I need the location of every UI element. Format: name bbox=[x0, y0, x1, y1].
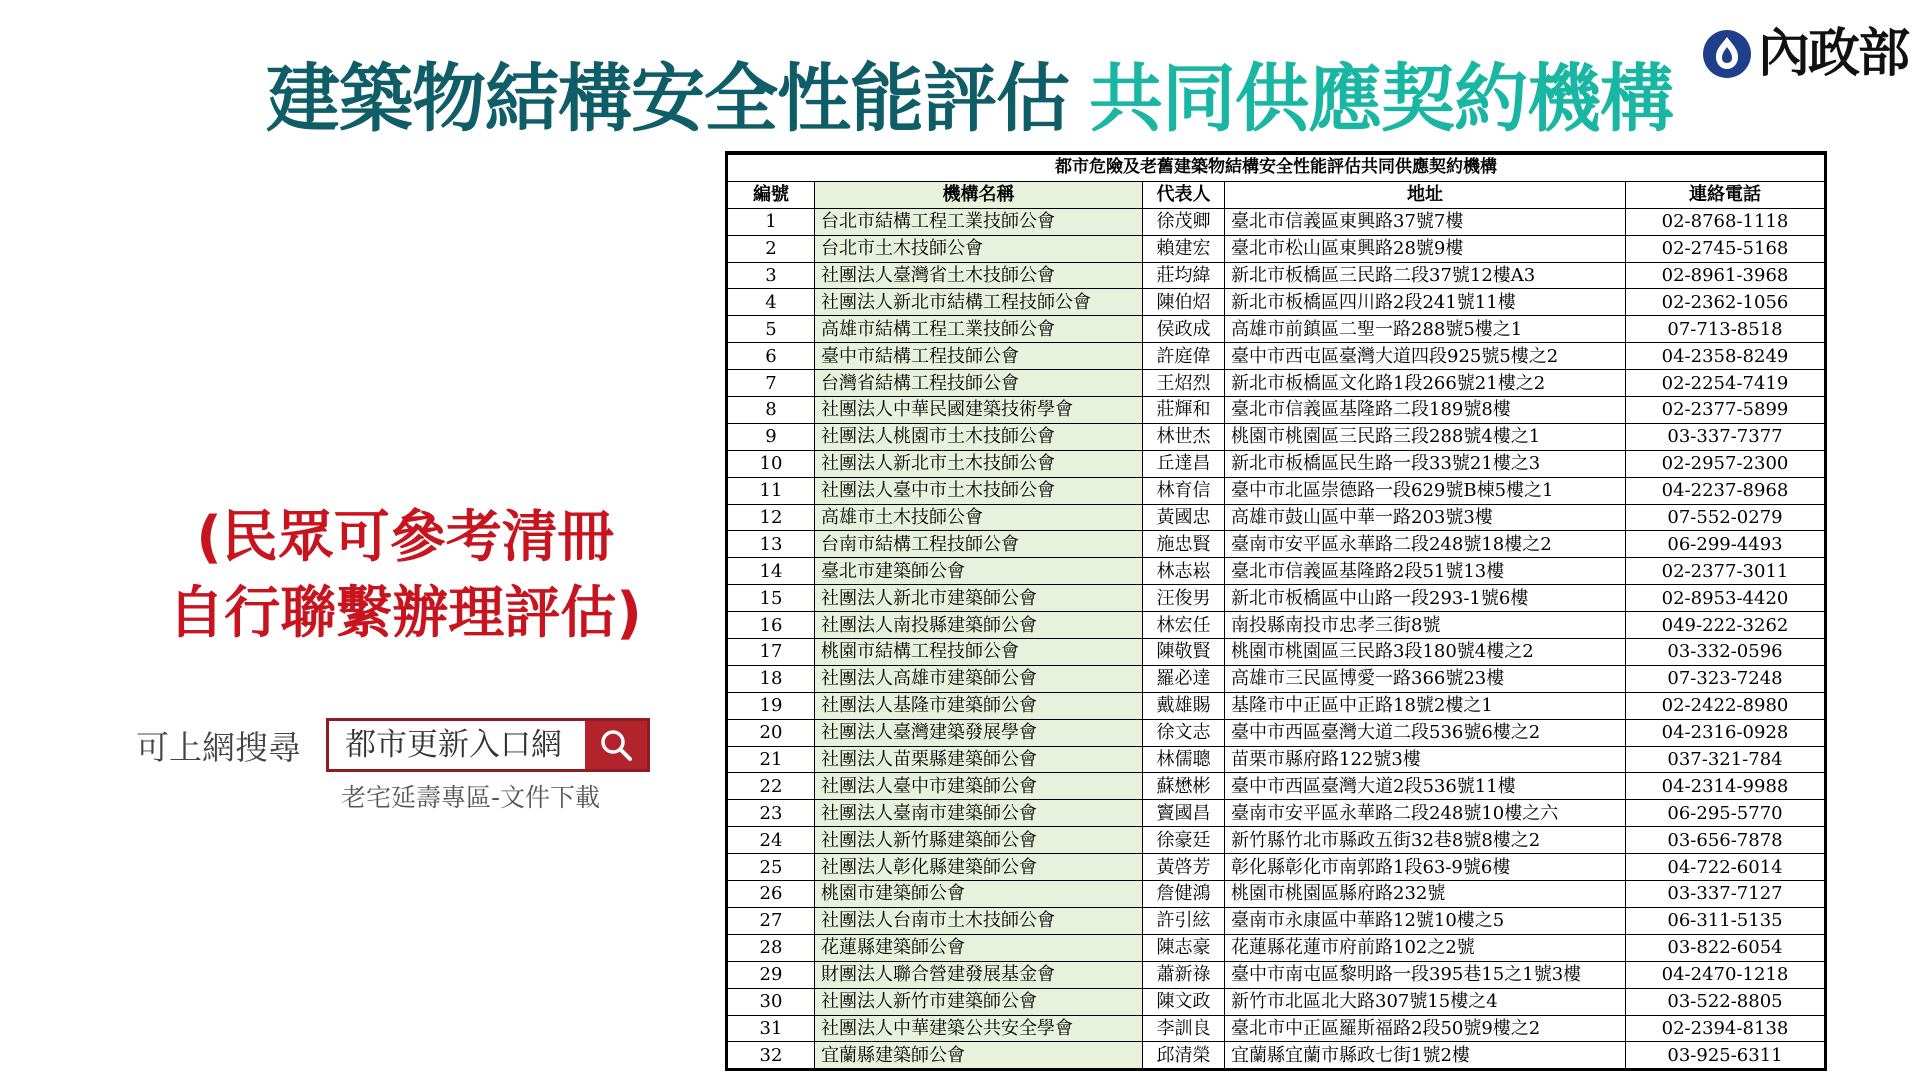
cell-number: 3 bbox=[728, 262, 815, 289]
search-icon bbox=[599, 728, 633, 762]
cell-representative: 陳志豪 bbox=[1143, 934, 1225, 961]
cell-name: 臺北市建築師公會 bbox=[815, 558, 1143, 585]
cell-phone: 04-2316-0928 bbox=[1626, 719, 1825, 746]
cell-name: 宜蘭縣建築師公會 bbox=[815, 1042, 1143, 1069]
ministry-logo bbox=[1702, 22, 1908, 86]
cell-phone: 04-2470-1218 bbox=[1626, 961, 1825, 988]
table-row bbox=[728, 316, 1825, 343]
cell-number: 12 bbox=[728, 504, 815, 531]
table-row bbox=[728, 585, 1825, 612]
cell-phone: 049-222-3262 bbox=[1626, 612, 1825, 639]
search-input[interactable]: 都市更新入口網 bbox=[345, 727, 562, 763]
note-line-1: (民眾可參考清冊 bbox=[196, 505, 614, 570]
cell-number: 10 bbox=[728, 450, 815, 477]
cell-phone: 02-2377-5899 bbox=[1626, 397, 1825, 424]
cell-address: 南投縣南投市忠孝三街8號 bbox=[1225, 612, 1626, 639]
cell-phone: 03-522-8805 bbox=[1626, 988, 1825, 1015]
cell-number: 18 bbox=[728, 665, 815, 692]
cell-phone: 07-552-0279 bbox=[1626, 504, 1825, 531]
cell-address: 新北市板橋區三民路二段37號12樓A3 bbox=[1225, 262, 1626, 289]
cell-address: 新北市板橋區文化路1段266號21樓之2 bbox=[1225, 370, 1626, 397]
cell-phone: 03-337-7127 bbox=[1626, 881, 1825, 908]
cell-name: 社團法人高雄市建築師公會 bbox=[815, 665, 1143, 692]
table-row bbox=[728, 370, 1825, 397]
cell-name: 社團法人南投縣建築師公會 bbox=[815, 612, 1143, 639]
cell-representative: 施忠賢 bbox=[1143, 531, 1225, 558]
cell-name: 社團法人台南市土木技師公會 bbox=[815, 907, 1143, 934]
cell-name: 社團法人苗栗縣建築師公會 bbox=[815, 746, 1143, 773]
cell-phone: 02-2394-8138 bbox=[1626, 1015, 1825, 1042]
cell-phone: 04-2358-8249 bbox=[1626, 343, 1825, 370]
cell-address: 桃園市桃園區三民路三段288號4樓之1 bbox=[1225, 423, 1626, 450]
cell-number: 20 bbox=[728, 719, 815, 746]
cell-address: 臺北市信義區基隆路二段189號8樓 bbox=[1225, 397, 1626, 424]
table-body bbox=[728, 208, 1825, 1069]
table-row bbox=[728, 235, 1825, 262]
table-row bbox=[728, 988, 1825, 1015]
cell-name: 社團法人新北市土木技師公會 bbox=[815, 450, 1143, 477]
cell-representative: 戴雄賜 bbox=[1143, 692, 1225, 719]
cell-phone: 03-925-6311 bbox=[1626, 1042, 1825, 1069]
cell-phone: 02-2254-7419 bbox=[1626, 370, 1825, 397]
cell-address: 宜蘭縣宜蘭市縣政七街1號2樓 bbox=[1225, 1042, 1626, 1069]
table-row bbox=[728, 907, 1825, 934]
table-row bbox=[728, 477, 1825, 504]
cell-address: 臺北市松山區東興路28號9樓 bbox=[1225, 235, 1626, 262]
cell-representative: 汪俊男 bbox=[1143, 585, 1225, 612]
cell-phone: 03-822-6054 bbox=[1626, 934, 1825, 961]
cell-address: 臺中市北區崇德路一段629號B棟5樓之1 bbox=[1225, 477, 1626, 504]
search-button[interactable] bbox=[585, 721, 647, 769]
cell-name: 社團法人新竹市建築師公會 bbox=[815, 988, 1143, 1015]
table-header-row bbox=[728, 181, 1825, 208]
cell-representative: 邱清榮 bbox=[1143, 1042, 1225, 1069]
title-part-2: 共同供應契約機構 bbox=[1089, 56, 1673, 142]
table-row bbox=[728, 692, 1825, 719]
cell-number: 6 bbox=[728, 343, 815, 370]
table-row bbox=[728, 343, 1825, 370]
column-header-phone: 連絡電話 bbox=[1626, 181, 1825, 208]
ministry-emblem-icon bbox=[1702, 29, 1752, 79]
cell-number: 11 bbox=[728, 477, 815, 504]
cell-address: 苗栗市縣府路122號3樓 bbox=[1225, 746, 1626, 773]
cell-phone: 02-2422-8980 bbox=[1626, 692, 1825, 719]
cell-number: 23 bbox=[728, 800, 815, 827]
table-row bbox=[728, 504, 1825, 531]
cell-representative: 徐茂卿 bbox=[1143, 208, 1225, 235]
cell-phone: 06-311-5135 bbox=[1626, 907, 1825, 934]
cell-number: 22 bbox=[728, 773, 815, 800]
cell-address: 高雄市前鎮區二聖一路288號5樓之1 bbox=[1225, 316, 1626, 343]
cell-name: 社團法人臺灣建築發展學會 bbox=[815, 719, 1143, 746]
cell-representative: 莊均緯 bbox=[1143, 262, 1225, 289]
cell-representative: 莊輝和 bbox=[1143, 397, 1225, 424]
column-header-representative: 代表人 bbox=[1143, 181, 1225, 208]
cell-address: 臺北市信義區東興路37號7樓 bbox=[1225, 208, 1626, 235]
cell-number: 28 bbox=[728, 934, 815, 961]
cell-number: 31 bbox=[728, 1015, 815, 1042]
table-row bbox=[728, 854, 1825, 881]
cell-number: 5 bbox=[728, 316, 815, 343]
cell-phone: 03-656-7878 bbox=[1626, 827, 1825, 854]
cell-number: 4 bbox=[728, 289, 815, 316]
cell-representative: 李訓良 bbox=[1143, 1015, 1225, 1042]
column-header-number: 編號 bbox=[728, 181, 815, 208]
cell-address: 高雄市三民區博愛一路366號23樓 bbox=[1225, 665, 1626, 692]
cell-name: 社團法人中華民國建築技術學會 bbox=[815, 397, 1143, 424]
cell-address: 高雄市鼓山區中華一路203號3樓 bbox=[1225, 504, 1626, 531]
table-row bbox=[728, 719, 1825, 746]
table-row bbox=[728, 746, 1825, 773]
cell-name: 台北市土木技師公會 bbox=[815, 235, 1143, 262]
cell-phone: 03-332-0596 bbox=[1626, 639, 1825, 666]
table-row bbox=[728, 558, 1825, 585]
cell-representative: 竇國昌 bbox=[1143, 800, 1225, 827]
search-subtext: 老宅延壽專區-文件下載 bbox=[341, 783, 601, 812]
table-row bbox=[728, 262, 1825, 289]
cell-representative: 黃國忠 bbox=[1143, 504, 1225, 531]
organizations-table bbox=[727, 153, 1825, 1069]
table-row bbox=[728, 961, 1825, 988]
table-row bbox=[728, 397, 1825, 424]
cell-representative: 蘇懋彬 bbox=[1143, 773, 1225, 800]
cell-address: 臺中市西屯區臺灣大道四段925號5樓之2 bbox=[1225, 343, 1626, 370]
cell-number: 32 bbox=[728, 1042, 815, 1069]
cell-name: 社團法人桃園市土木技師公會 bbox=[815, 423, 1143, 450]
cell-representative: 丘達昌 bbox=[1143, 450, 1225, 477]
cell-representative: 陳文政 bbox=[1143, 988, 1225, 1015]
cell-address: 彰化縣彰化市南郭路1段63-9號6樓 bbox=[1225, 854, 1626, 881]
cell-name: 社團法人中華建築公共安全學會 bbox=[815, 1015, 1143, 1042]
table-row bbox=[728, 800, 1825, 827]
cell-representative: 林宏任 bbox=[1143, 612, 1225, 639]
cell-representative: 林世杰 bbox=[1143, 423, 1225, 450]
table-caption-row bbox=[728, 154, 1825, 181]
cell-address: 臺北市信義區基隆路2段51號13樓 bbox=[1225, 558, 1626, 585]
cell-name: 社團法人新竹縣建築師公會 bbox=[815, 827, 1143, 854]
table-row bbox=[728, 612, 1825, 639]
cell-phone: 04-2314-9988 bbox=[1626, 773, 1825, 800]
cell-name: 財團法人聯合營建發展基金會 bbox=[815, 961, 1143, 988]
cell-phone: 04-2237-8968 bbox=[1626, 477, 1825, 504]
cell-name: 社團法人基隆市建築師公會 bbox=[815, 692, 1143, 719]
cell-representative: 黃啓芳 bbox=[1143, 854, 1225, 881]
cell-representative: 蕭新祿 bbox=[1143, 961, 1225, 988]
cell-address: 臺中市西區臺灣大道2段536號11樓 bbox=[1225, 773, 1626, 800]
cell-number: 30 bbox=[728, 988, 815, 1015]
table-row bbox=[728, 1042, 1825, 1069]
cell-representative: 許庭偉 bbox=[1143, 343, 1225, 370]
cell-phone: 06-295-5770 bbox=[1626, 800, 1825, 827]
cell-name: 桃園市建築師公會 bbox=[815, 881, 1143, 908]
cell-address: 臺中市南屯區黎明路一段395巷15之1號3樓 bbox=[1225, 961, 1626, 988]
cell-number: 19 bbox=[728, 692, 815, 719]
cell-address: 桃園市桃園區三民路3段180號4樓之2 bbox=[1225, 639, 1626, 666]
cell-number: 16 bbox=[728, 612, 815, 639]
cell-representative: 徐豪廷 bbox=[1143, 827, 1225, 854]
cell-representative: 林志崧 bbox=[1143, 558, 1225, 585]
cell-phone: 06-299-4493 bbox=[1626, 531, 1825, 558]
table-row bbox=[728, 934, 1825, 961]
column-header-name: 機構名稱 bbox=[815, 181, 1143, 208]
table-row bbox=[728, 665, 1825, 692]
cell-phone: 07-323-7248 bbox=[1626, 665, 1825, 692]
cell-number: 7 bbox=[728, 370, 815, 397]
cell-name: 高雄市土木技師公會 bbox=[815, 504, 1143, 531]
cell-address: 臺中市西區臺灣大道二段536號6樓之2 bbox=[1225, 719, 1626, 746]
cell-name: 社團法人新北市建築師公會 bbox=[815, 585, 1143, 612]
cell-number: 14 bbox=[728, 558, 815, 585]
cell-address: 新北市板橋區民生路一段33號21樓之3 bbox=[1225, 450, 1626, 477]
cell-address: 新竹縣竹北市縣政五街32巷8號8樓之2 bbox=[1225, 827, 1626, 854]
cell-name: 台北市結構工程工業技師公會 bbox=[815, 208, 1143, 235]
title-part-1: 建築物結構安全性能評估 bbox=[266, 56, 1069, 142]
cell-number: 27 bbox=[728, 907, 815, 934]
cell-number: 24 bbox=[728, 827, 815, 854]
cell-name: 社團法人臺中市土木技師公會 bbox=[815, 477, 1143, 504]
cell-address: 基隆市中正區中正路18號2樓之1 bbox=[1225, 692, 1626, 719]
cell-phone: 02-2745-5168 bbox=[1626, 235, 1825, 262]
cell-name: 社團法人彰化縣建築師公會 bbox=[815, 854, 1143, 881]
table-row bbox=[728, 289, 1825, 316]
cell-phone: 07-713-8518 bbox=[1626, 316, 1825, 343]
cell-phone: 037-321-784 bbox=[1626, 746, 1825, 773]
cell-address: 花蓮縣花蓮市府前路102之2號 bbox=[1225, 934, 1626, 961]
table-row bbox=[728, 881, 1825, 908]
cell-phone: 02-2957-2300 bbox=[1626, 450, 1825, 477]
cell-number: 17 bbox=[728, 639, 815, 666]
cell-phone: 02-8961-3968 bbox=[1626, 262, 1825, 289]
cell-representative: 王炤烈 bbox=[1143, 370, 1225, 397]
cell-phone: 02-8953-4420 bbox=[1626, 585, 1825, 612]
cell-number: 21 bbox=[728, 746, 815, 773]
table-row bbox=[728, 208, 1825, 235]
cell-address: 臺南市安平區永華路二段248號10樓之六 bbox=[1225, 800, 1626, 827]
cell-name: 臺中市結構工程技師公會 bbox=[815, 343, 1143, 370]
cell-phone: 02-2362-1056 bbox=[1626, 289, 1825, 316]
cell-representative: 陳伯炤 bbox=[1143, 289, 1225, 316]
cell-number: 29 bbox=[728, 961, 815, 988]
cell-address: 臺南市安平區永華路二段248號18樓之2 bbox=[1225, 531, 1626, 558]
cell-representative: 許引絃 bbox=[1143, 907, 1225, 934]
cell-number: 25 bbox=[728, 854, 815, 881]
cell-number: 1 bbox=[728, 208, 815, 235]
cell-representative: 陳敬賢 bbox=[1143, 639, 1225, 666]
table-row bbox=[728, 531, 1825, 558]
note-line-2: 自行聯繫辦理評估) bbox=[168, 581, 642, 646]
search-box[interactable] bbox=[326, 718, 650, 772]
cell-address: 新北市板橋區四川路2段241號11樓 bbox=[1225, 289, 1626, 316]
cell-address: 新竹市北區北大路307號15樓之4 bbox=[1225, 988, 1626, 1015]
cell-number: 26 bbox=[728, 881, 815, 908]
table-row bbox=[728, 827, 1825, 854]
cell-address: 臺南市永康區中華路12號10樓之5 bbox=[1225, 907, 1626, 934]
cell-phone: 04-722-6014 bbox=[1626, 854, 1825, 881]
table-row bbox=[728, 423, 1825, 450]
page-title bbox=[266, 54, 1673, 144]
cell-representative: 羅必達 bbox=[1143, 665, 1225, 692]
cell-representative: 林儒聰 bbox=[1143, 746, 1225, 773]
cell-representative: 賴建宏 bbox=[1143, 235, 1225, 262]
cell-name: 台灣省結構工程技師公會 bbox=[815, 370, 1143, 397]
table-row bbox=[728, 450, 1825, 477]
table-row bbox=[728, 639, 1825, 666]
cell-address: 臺北市中正區羅斯福路2段50號9樓之2 bbox=[1225, 1015, 1626, 1042]
table-caption: 都市危險及老舊建築物結構安全性能評估共同供應契約機構 bbox=[728, 154, 1825, 181]
cell-name: 社團法人新北市結構工程技師公會 bbox=[815, 289, 1143, 316]
cell-number: 9 bbox=[728, 423, 815, 450]
cell-phone: 02-2377-3011 bbox=[1626, 558, 1825, 585]
cell-name: 桃園市結構工程技師公會 bbox=[815, 639, 1143, 666]
cell-representative: 詹健鴻 bbox=[1143, 881, 1225, 908]
cell-representative: 林育信 bbox=[1143, 477, 1225, 504]
column-header-address: 地址 bbox=[1225, 181, 1626, 208]
search-label: 可上網搜尋 bbox=[136, 728, 301, 767]
table-row bbox=[728, 1015, 1825, 1042]
cell-number: 2 bbox=[728, 235, 815, 262]
cell-representative: 徐文志 bbox=[1143, 719, 1225, 746]
cell-representative: 侯政成 bbox=[1143, 316, 1225, 343]
cell-name: 社團法人臺中市建築師公會 bbox=[815, 773, 1143, 800]
reference-note bbox=[110, 500, 700, 652]
cell-phone: 03-337-7377 bbox=[1626, 423, 1825, 450]
cell-name: 高雄市結構工程工業技師公會 bbox=[815, 316, 1143, 343]
cell-number: 15 bbox=[728, 585, 815, 612]
cell-number: 8 bbox=[728, 397, 815, 424]
table-row bbox=[728, 773, 1825, 800]
cell-name: 社團法人臺灣省土木技師公會 bbox=[815, 262, 1143, 289]
cell-number: 13 bbox=[728, 531, 815, 558]
logo-text: 內政部 bbox=[1758, 23, 1909, 84]
cell-address: 新北市板橋區中山路一段293-1號6樓 bbox=[1225, 585, 1626, 612]
cell-address: 桃園市桃園區縣府路232號 bbox=[1225, 881, 1626, 908]
cell-name: 台南市結構工程技師公會 bbox=[815, 531, 1143, 558]
cell-name: 花蓮縣建築師公會 bbox=[815, 934, 1143, 961]
cell-name: 社團法人臺南市建築師公會 bbox=[815, 800, 1143, 827]
cell-phone: 02-8768-1118 bbox=[1626, 208, 1825, 235]
